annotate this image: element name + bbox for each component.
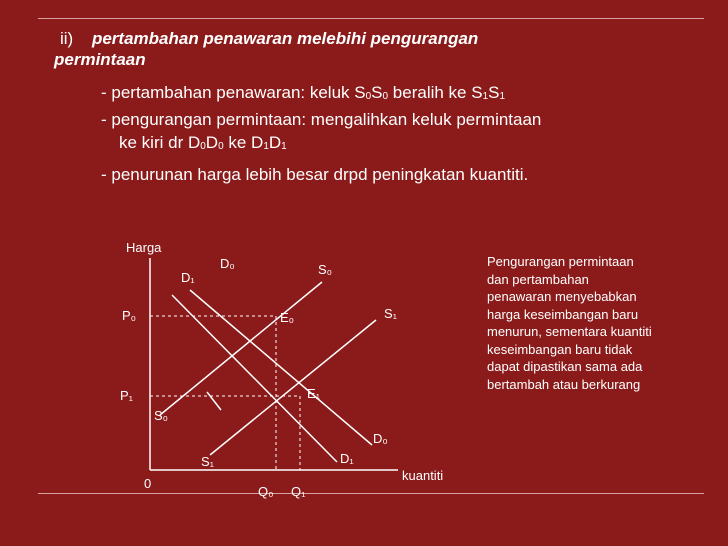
s0-bottom-label: S₀ — [154, 408, 169, 423]
d1-top-label: D₁ — [181, 270, 195, 285]
e1-label: E₁ — [307, 386, 321, 401]
p0-label: P₀ — [122, 308, 137, 323]
heading-title-line2: permintaan — [54, 50, 146, 69]
s1-bottom-label: S₁ — [201, 454, 215, 469]
note-line: Pengurangan permintaan — [487, 254, 634, 269]
supply-curve-s1 — [210, 320, 376, 455]
q0-label: Q₀ — [258, 484, 274, 499]
y-axis-label: Harga — [126, 240, 162, 255]
d1-bottom-label: D₁ — [340, 451, 354, 466]
p1-label: P₁ — [120, 388, 134, 403]
bullet-demand-decrease: - pengurangan permintaan: mengalihkan keluk permintaan — [101, 110, 542, 129]
note-line: penawaran menyebabkan — [487, 289, 637, 304]
note-line: bertambah atau berkurang — [487, 376, 641, 392]
e0-label: E₀ — [280, 310, 295, 325]
heading-number: ii) — [60, 29, 74, 48]
d0-bottom-label: D₀ — [373, 431, 388, 446]
note-line: dapat dipastikan sama ada — [487, 359, 643, 374]
bullet-demand-shift: ke kiri dr $D_0D_0$ ke $D_1D_1$ — [119, 133, 287, 152]
note-line: keseimbangan baru tidak — [487, 341, 633, 357]
bullet-price-fall: - penurunan harga lebih besar drpd peningkatan kuantiti. — [101, 165, 529, 184]
supply-shift-arrow — [207, 392, 221, 410]
explanation-note — [487, 253, 707, 393]
x-axis-label: kuantiti — [402, 468, 444, 483]
d0-top-label: D₀ — [220, 256, 235, 271]
heading-title-line1: pertambahan penawaran melebihi pengurangan — [91, 29, 479, 48]
note-line: dan pertambahan — [487, 271, 589, 287]
s1-top-label: S₁ — [384, 306, 398, 321]
supply-curve-s0 — [160, 282, 322, 415]
origin-label: 0 — [144, 476, 152, 491]
note-line: menurun, sementara kuantiti — [487, 324, 652, 339]
bullet-supply-increase: - pertambahan penawaran: keluk $S_0S_0$ beralih ke $S_1S_1$ — [101, 83, 506, 102]
note-line: harga keseimbangan baru — [487, 306, 639, 322]
demand-curve-d1 — [172, 295, 337, 462]
s0-top-label: S₀ — [318, 262, 333, 277]
q1-label: Q₁ — [291, 484, 306, 499]
